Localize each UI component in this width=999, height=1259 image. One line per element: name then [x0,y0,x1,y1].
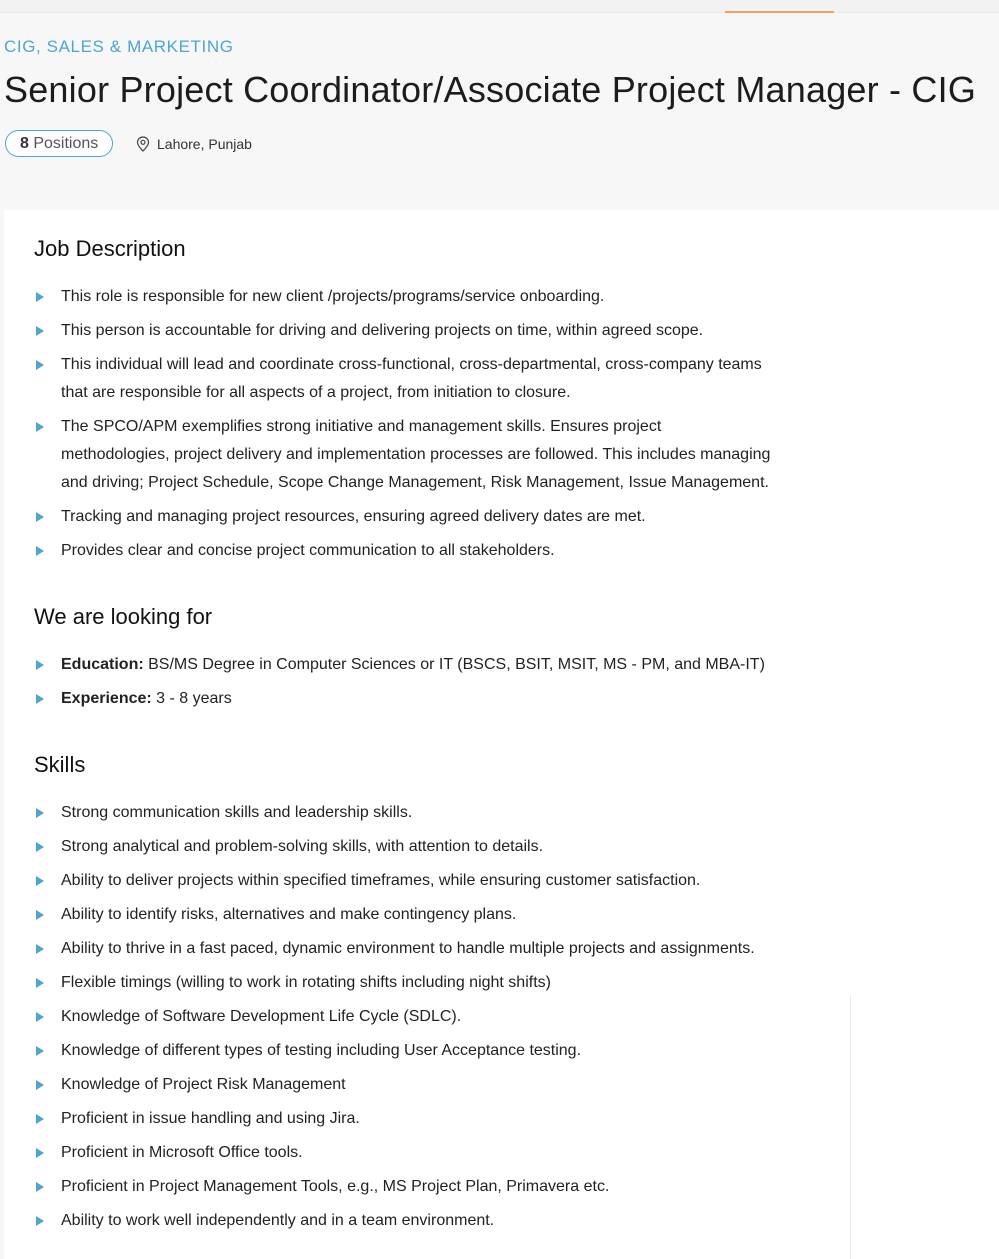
job-description-heading: Job Description [34,236,186,261]
requirement-label: Experience: [61,690,152,707]
list-item: Knowledge of different types of testing including User Acceptance testing. [34,1037,774,1065]
list-item: Proficient in Microsoft Office tools. [34,1139,774,1167]
triangle-bullet-icon [36,1216,44,1226]
triangle-bullet-icon [36,512,44,522]
skills-heading: Skills [34,752,86,777]
list-item: Ability to thrive in a fast paced, dynamic environment to handle multiple projects and assignments. [34,935,774,963]
positions-count: 8 [20,135,29,152]
list-item: This person is accountable for driving and delivering projects on time, within agreed scope. [34,317,774,345]
page-title: Senior Project Coordinator/Associate Project Manager - CIG [4,69,977,110]
triangle-bullet-icon [36,1046,44,1056]
triangle-bullet-icon [36,660,44,670]
triangle-bullet-icon [36,360,44,370]
list-item: Knowledge of Software Development Life Cycle (SDLC). [34,1003,774,1031]
skills-list [34,799,774,1241]
positions-badge [5,130,113,157]
triangle-bullet-icon [36,292,44,302]
list-item: Ability to deliver projects within specified timeframes, while ensuring customer satisfaction. [34,867,774,895]
list-item: Strong communication skills and leadership skills. [34,799,774,827]
triangle-bullet-icon [36,842,44,852]
triangle-bullet-icon [36,1182,44,1192]
triangle-bullet-icon [36,978,44,988]
list-item: The SPCO/APM exemplifies strong initiative and management skills. Ensures project methodologies, project delivery and implementation processes are followed. This includes managing and driving; Project Schedule, Scope Change Management, Risk Management, Issue Management. [34,413,774,497]
triangle-bullet-icon [36,910,44,920]
list-item [34,651,774,679]
list-item: This role is responsible for new client /projects/programs/service onboarding. [34,283,774,311]
column-divider [850,995,851,1259]
job-description-list [34,283,774,571]
triangle-bullet-icon [36,422,44,432]
triangle-bullet-icon [36,808,44,818]
requirement-value: 3 - 8 years [156,690,232,707]
triangle-bullet-icon [36,1148,44,1158]
job-header [0,13,999,210]
list-item [34,685,774,713]
list-item: Proficient in Project Management Tools, e.g., MS Project Plan, Primavera etc. [34,1173,774,1201]
triangle-bullet-icon [36,546,44,556]
job-category[interactable]: CIG, SALES & MARKETING [4,37,234,56]
requirement-label: Education: [61,656,144,673]
list-item: Flexible timings (willing to work in rotating shifts including night shifts) [34,969,774,997]
triangle-bullet-icon [36,1012,44,1022]
list-item: Knowledge of Project Risk Management [34,1071,774,1099]
list-item: Proficient in issue handling and using Jira. [34,1105,774,1133]
location-text: Lahore, Punjab [157,136,252,152]
triangle-bullet-icon [36,326,44,336]
triangle-bullet-icon [36,694,44,704]
list-item: This individual will lead and coordinate cross-functional, cross-departmental, cross-company teams that are responsible for all aspects of a project, from initiation to closure. [34,351,774,407]
looking-for-list [34,651,774,719]
map-pin-icon [136,136,150,152]
list-item: Tracking and managing project resources, ensuring agreed delivery dates are met. [34,503,774,531]
list-item: Strong analytical and problem-solving skills, with attention to details. [34,833,774,861]
list-item: Provides clear and concise project communication to all stakeholders. [34,537,774,565]
triangle-bullet-icon [36,1114,44,1124]
list-item: Ability to identify risks, alternatives and make contingency plans. [34,901,774,929]
triangle-bullet-icon [36,944,44,954]
positions-label: Positions [33,135,99,152]
job-location [136,134,252,154]
top-navigation-bar [0,0,999,13]
triangle-bullet-icon [36,876,44,886]
triangle-bullet-icon [36,1080,44,1090]
looking-for-heading: We are looking for [34,604,213,629]
list-item: Ability to work well independently and in a team environment. [34,1207,774,1235]
requirement-value: BS/MS Degree in Computer Sciences or IT (BSCS, BSIT, MSIT, MS - PM, and MBA-IT) [148,656,765,673]
